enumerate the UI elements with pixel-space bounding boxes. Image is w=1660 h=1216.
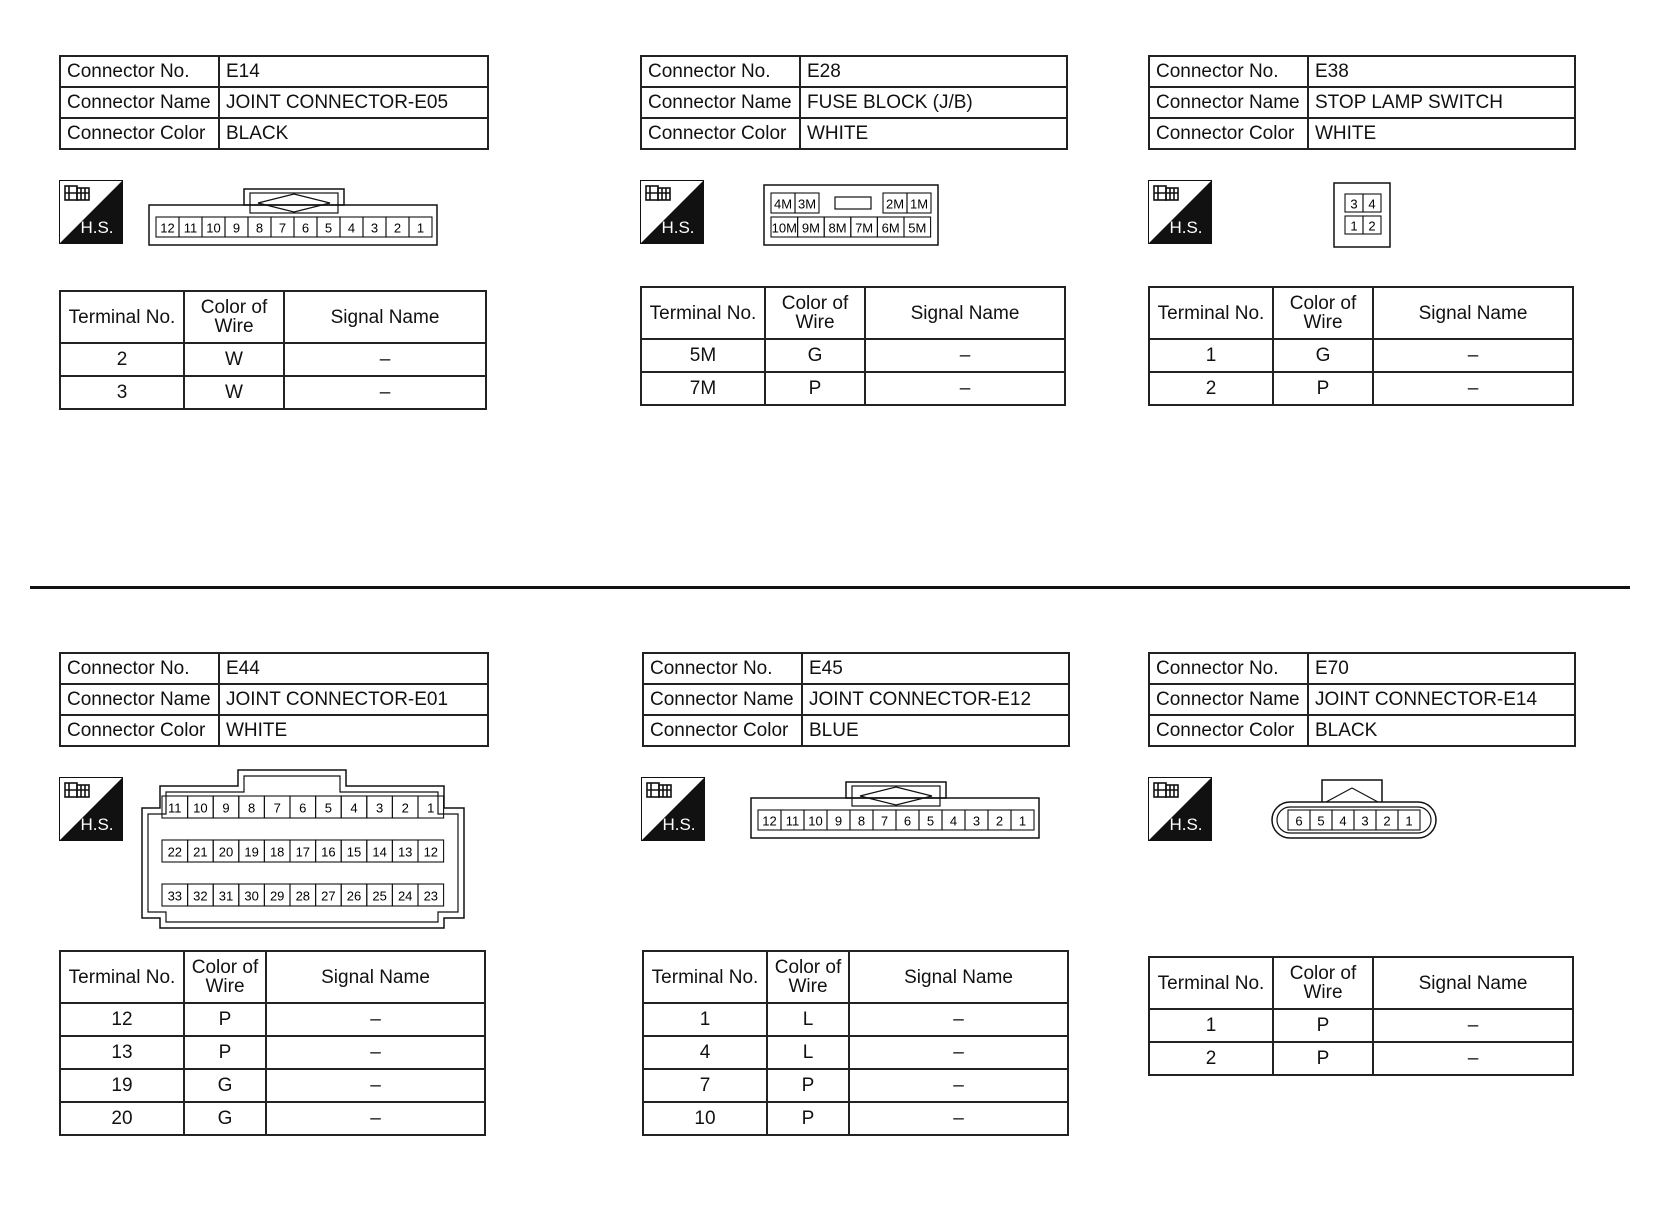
label-connector-name: Connector Name [1149, 684, 1308, 715]
header-signal-name: Signal Name [1373, 957, 1573, 1009]
pin-label: 2M [885, 196, 905, 212]
table-row: 1 L – [643, 1003, 1068, 1036]
pin-label: 14 [372, 844, 387, 860]
pin-label: 8 [857, 813, 866, 829]
terminal-table-e45 [642, 950, 1069, 1136]
connector-no-value: E44 [219, 653, 488, 684]
pin-label: 3M [797, 196, 817, 212]
pin-label: 24 [397, 888, 413, 904]
header-color-of-wire: Color of Wire [765, 287, 865, 339]
terminal-table-e28 [640, 286, 1066, 406]
hs-icon [1148, 777, 1212, 841]
table-row: 13 P – [60, 1036, 485, 1069]
header-signal-name: Signal Name [266, 951, 485, 1003]
pin-label: 6 [301, 220, 310, 236]
header-color-of-wire: Color of Wire [1273, 957, 1373, 1009]
pin-label: 8 [247, 800, 256, 816]
connector-info-table-e38 [1148, 55, 1576, 150]
hs-icon [1148, 180, 1212, 244]
pin-label: 21 [193, 844, 208, 860]
pin-label: 6 [299, 800, 307, 816]
label-connector-no: Connector No. [60, 56, 219, 87]
pin-label: 7 [278, 220, 287, 236]
connector-info-table-e44 [59, 652, 489, 747]
connector-color-value: WHITE [1308, 118, 1575, 149]
hs-icon [59, 777, 123, 841]
connector-name-value: JOINT CONNECTOR-E01 [219, 684, 488, 715]
pin-label: 28 [295, 888, 311, 904]
connector-name-value: JOINT CONNECTOR-E14 [1308, 684, 1575, 715]
pin-label: 30 [244, 888, 259, 904]
connector-info-table-e70 [1148, 652, 1576, 747]
pin-label: 1 [1350, 218, 1358, 234]
pin-label: 2 [393, 220, 402, 236]
connector-diagram-e14 [148, 183, 438, 247]
pin-label: 1 [416, 220, 425, 236]
header-terminal-no: Terminal No. [60, 951, 184, 1003]
label-connector-color: Connector Color [641, 118, 800, 149]
connector-diagram-e70 [1270, 778, 1438, 840]
pin-label: 5 [926, 813, 935, 829]
pin-label: 3 [1350, 196, 1358, 212]
pin-label: 10M [771, 220, 797, 236]
pin-label: 8M [828, 220, 847, 236]
header-terminal-no: Terminal No. [643, 951, 767, 1003]
pin-label: 9 [222, 800, 230, 816]
connector-info-table-e28 [640, 55, 1068, 150]
pin-label: 11 [183, 220, 198, 236]
pin-label: 3 [370, 220, 379, 236]
pin-label: 7M [855, 220, 874, 236]
connector-color-value: WHITE [219, 715, 488, 746]
pin-label: 8 [255, 220, 264, 236]
pin-label: 31 [218, 888, 234, 904]
pin-label: 1 [1405, 813, 1413, 829]
label-connector-color: Connector Color [643, 715, 802, 746]
label-connector-name: Connector Name [643, 684, 802, 715]
pin-label: 18 [269, 844, 285, 860]
label-connector-no: Connector No. [643, 653, 802, 684]
connector-diagram-e28 [763, 184, 939, 246]
pin-label: 5M [908, 220, 927, 236]
table-row: 2 P – [1149, 372, 1573, 405]
table-row: 5M G – [641, 339, 1065, 372]
pin-label: 11 [785, 813, 800, 829]
pin-label: 4 [949, 813, 958, 829]
terminal-table-e44 [59, 950, 486, 1136]
terminal-table-e14 [59, 290, 487, 410]
connector-name-value: STOP LAMP SWITCH [1308, 87, 1575, 118]
table-row: 7 P – [643, 1069, 1068, 1102]
pin-label: 12 [160, 220, 175, 236]
header-color-of-wire: Color of Wire [184, 951, 266, 1003]
label-connector-name: Connector Name [641, 87, 800, 118]
label-connector-color: Connector Color [1149, 118, 1308, 149]
pin-label: 2 [401, 800, 409, 816]
table-row: 12 P – [60, 1003, 485, 1036]
header-terminal-no: Terminal No. [1149, 287, 1273, 339]
pin-label: 5 [1317, 813, 1325, 829]
pin-label: 10 [808, 813, 823, 829]
connector-name-value: JOINT CONNECTOR-E12 [802, 684, 1069, 715]
label-connector-name: Connector Name [60, 684, 219, 715]
pin-label: 5 [324, 220, 333, 236]
pin-label: 22 [167, 844, 183, 860]
pin-label: 1 [1018, 813, 1027, 829]
table-row: 1 G – [1149, 339, 1573, 372]
header-color-of-wire: Color of Wire [184, 291, 284, 343]
pin-label: 19 [244, 844, 259, 860]
connector-name-value: JOINT CONNECTOR-E05 [219, 87, 488, 118]
pin-label: 4M [773, 196, 793, 212]
header-color-of-wire: Color of Wire [767, 951, 849, 1003]
pin-label: 25 [372, 888, 387, 904]
label-connector-color: Connector Color [60, 118, 219, 149]
pin-label: 7 [273, 800, 281, 816]
connector-info-table-e45 [642, 652, 1070, 747]
pin-label: 10 [193, 800, 208, 816]
label-connector-name: Connector Name [1149, 87, 1308, 118]
pin-label: 6 [1295, 813, 1303, 829]
connector-no-value: E70 [1308, 653, 1575, 684]
table-row: 4 L – [643, 1036, 1068, 1069]
header-terminal-no: Terminal No. [60, 291, 184, 343]
label-connector-name: Connector Name [60, 87, 219, 118]
pin-label: 2 [995, 813, 1004, 829]
pin-label: 23 [423, 888, 439, 904]
header-signal-name: Signal Name [1373, 287, 1573, 339]
pin-label: 2 [1368, 218, 1376, 234]
header-signal-name: Signal Name [849, 951, 1068, 1003]
terminal-table-e38 [1148, 286, 1574, 406]
connector-color-value: WHITE [800, 118, 1067, 149]
pin-label: 1M [909, 196, 929, 212]
pin-label: 5 [324, 800, 333, 816]
pin-label: 6M [881, 220, 900, 236]
label-connector-color: Connector Color [60, 715, 219, 746]
pin-label: 12 [762, 813, 777, 829]
table-row: 7M P – [641, 372, 1065, 405]
pin-label: 9 [232, 220, 241, 236]
header-terminal-no: Terminal No. [1149, 957, 1273, 1009]
connector-diagram-e38 [1333, 182, 1391, 248]
connector-no-value: E38 [1308, 56, 1575, 87]
pin-label: 4 [347, 220, 356, 236]
label-connector-no: Connector No. [641, 56, 800, 87]
connector-diagram-e45 [750, 776, 1040, 840]
table-row: 19 G – [60, 1069, 485, 1102]
table-row: 20 G – [60, 1102, 485, 1135]
header-terminal-no: Terminal No. [641, 287, 765, 339]
connector-diagram-e44 [140, 768, 468, 930]
header-color-of-wire: Color of Wire [1273, 287, 1373, 339]
pin-label: 4 [350, 800, 358, 816]
pin-label: 10 [206, 220, 221, 236]
pin-label: 27 [321, 888, 336, 904]
pin-label: 3 [1361, 813, 1369, 829]
pin-label: 9 [834, 813, 843, 829]
pin-label: 4 [1368, 196, 1376, 212]
label-connector-no: Connector No. [60, 653, 219, 684]
table-row: 10 P – [643, 1102, 1068, 1135]
pin-label: 20 [218, 844, 234, 860]
connector-info-table-e14 [59, 55, 489, 150]
connector-no-value: E14 [219, 56, 488, 87]
label-connector-color: Connector Color [1149, 715, 1308, 746]
table-row: 1 P – [1149, 1009, 1573, 1042]
hs-icon [641, 777, 705, 841]
pin-label: 32 [193, 888, 208, 904]
header-signal-name: Signal Name [284, 291, 486, 343]
pin-label: 26 [346, 888, 362, 904]
hs-icon [59, 180, 123, 244]
section-divider [30, 586, 1630, 589]
pin-label: 2 [1383, 813, 1391, 829]
table-row: 2 P – [1149, 1042, 1573, 1075]
pin-label: 17 [295, 844, 311, 860]
table-row: 3 W – [60, 376, 486, 409]
pin-label: 12 [423, 844, 439, 860]
pin-label: 3 [972, 813, 981, 829]
pin-label: 1 [427, 800, 435, 816]
pin-label: 9M [801, 220, 820, 236]
connector-no-value: E28 [800, 56, 1067, 87]
hs-icon [640, 180, 704, 244]
label-connector-no: Connector No. [1149, 653, 1308, 684]
terminal-table-e70 [1148, 956, 1574, 1076]
pin-label: 4 [1339, 813, 1347, 829]
pin-label: 29 [269, 888, 285, 904]
table-row: 2 W – [60, 343, 486, 376]
header-signal-name: Signal Name [865, 287, 1065, 339]
pin-label: 3 [375, 800, 384, 816]
pin-label: 7 [880, 813, 889, 829]
connector-no-value: E45 [802, 653, 1069, 684]
pin-label: 16 [321, 844, 336, 860]
connector-name-value: FUSE BLOCK (J/B) [800, 87, 1067, 118]
connector-color-value: BLUE [802, 715, 1069, 746]
pin-label: 33 [167, 888, 183, 904]
pin-label: 11 [168, 800, 182, 816]
connector-color-value: BLACK [1308, 715, 1575, 746]
pin-label: 13 [397, 844, 413, 860]
pin-label: 6 [903, 813, 912, 829]
label-connector-no: Connector No. [1149, 56, 1308, 87]
pin-label: 15 [346, 844, 362, 860]
connector-color-value: BLACK [219, 118, 488, 149]
